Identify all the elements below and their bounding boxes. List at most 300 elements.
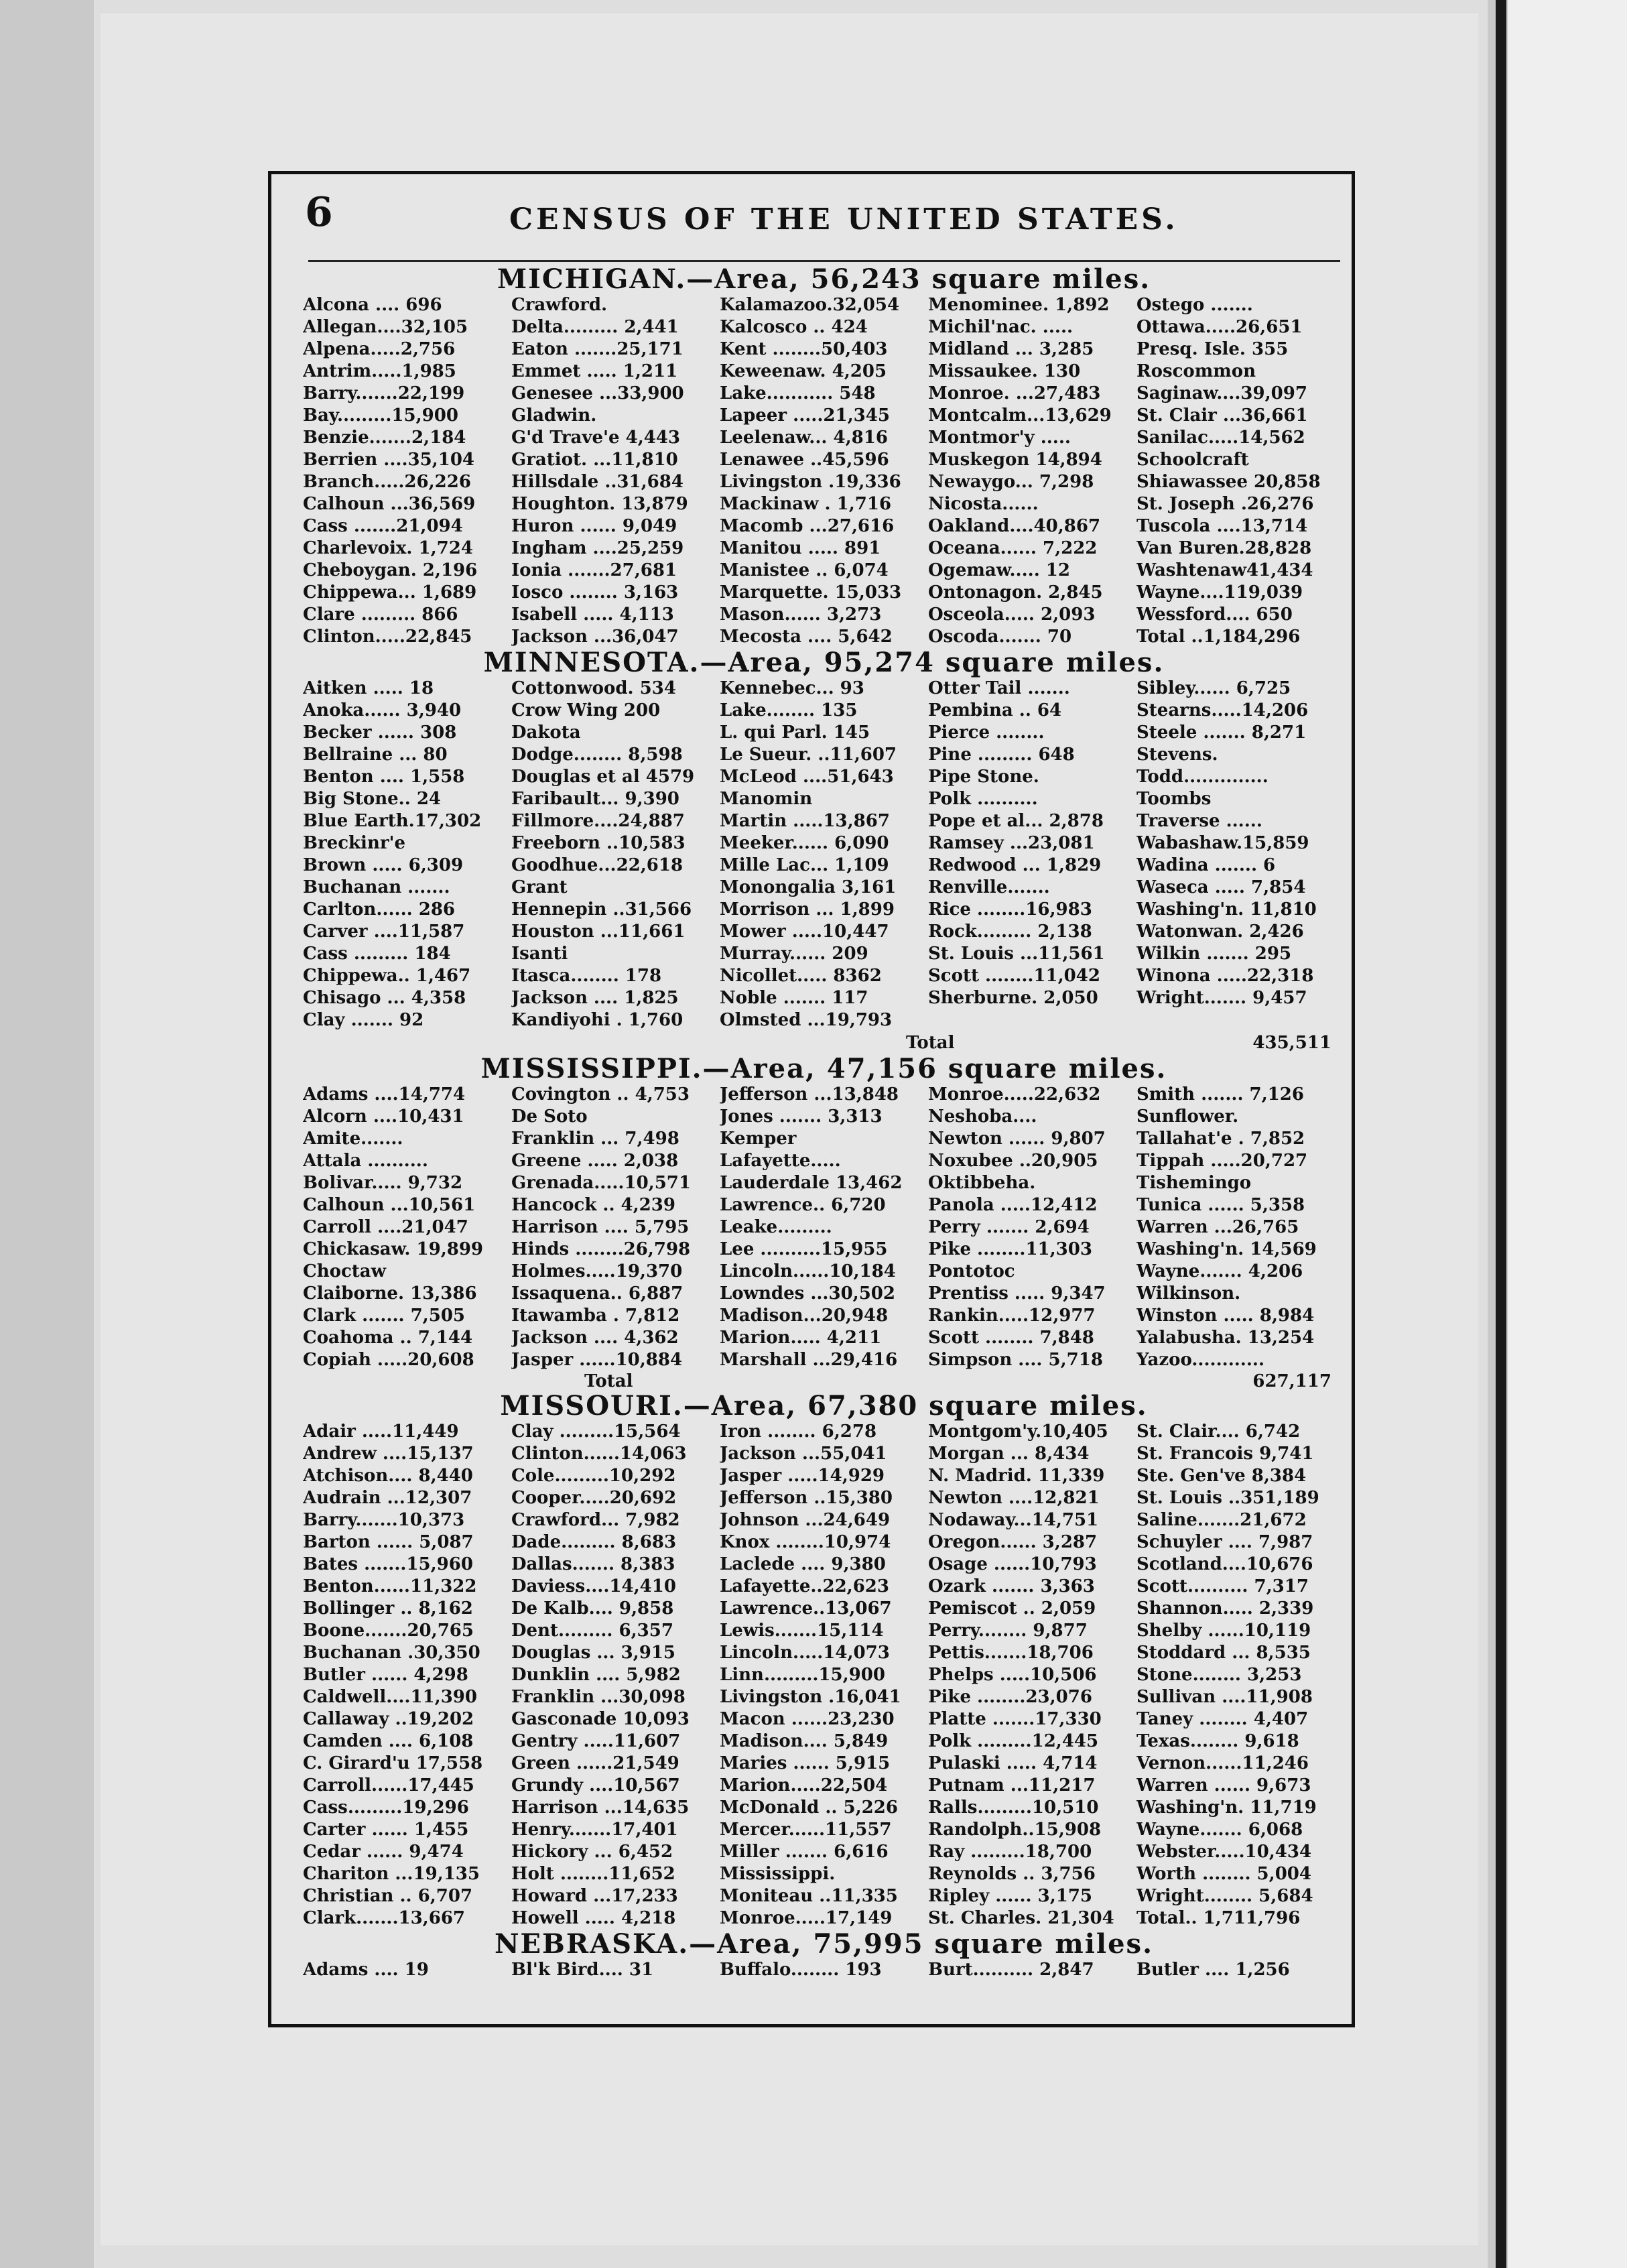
county-entry: Noxubee ..20,905 xyxy=(928,1151,1098,1171)
county-entry: Chippewa.. 1,467 xyxy=(303,966,471,986)
county-entry: Total ..1,184,296 xyxy=(1136,627,1301,647)
county-entry: Jackson ...55,041 xyxy=(720,1444,887,1464)
county-entry: Linn.........15,900 xyxy=(720,1665,885,1685)
county-entry: St. Clair.... 6,742 xyxy=(1136,1422,1301,1442)
county-entry: Kalamazoo.32,054 xyxy=(720,295,900,315)
county-entry: Washing'n. 11,810 xyxy=(1136,899,1317,920)
county-entry: Traverse ...... xyxy=(1136,811,1262,831)
county-column xyxy=(511,678,720,1031)
county-entry: Wayne....... 4,206 xyxy=(1136,1261,1303,1281)
county-entry: Jefferson ...13,848 xyxy=(720,1084,899,1105)
county-entry: Brown ..... 6,309 xyxy=(303,855,464,875)
county-entry: Nicosta...... xyxy=(928,494,1039,514)
county-entry: Cass ......... 184 xyxy=(303,944,451,964)
county-entry: Pike ........11,303 xyxy=(928,1239,1092,1259)
county-entry: Simpson .... 5,718 xyxy=(928,1350,1103,1370)
county-entry: Watonwan. 2,426 xyxy=(1136,922,1304,942)
county-entry: Scott ........11,042 xyxy=(928,966,1100,986)
total-label: Total xyxy=(584,1371,633,1391)
county-entry: Total.. 1,711,796 xyxy=(1136,1908,1301,1928)
county-entry: Clay ....... 92 xyxy=(303,1010,424,1030)
county-column xyxy=(303,678,511,1031)
county-entry: Carver ....11,587 xyxy=(303,922,465,942)
county-entry: Gladwin. xyxy=(511,405,597,426)
county-entry: Kennebec... 93 xyxy=(720,678,864,698)
county-entry: Toombs xyxy=(1136,789,1212,809)
county-entry: Shiawassee 20,858 xyxy=(1136,472,1321,492)
county-grid xyxy=(303,294,1345,648)
county-entry: Jones ....... 3,313 xyxy=(720,1107,883,1127)
county-entry: Clay .........15,564 xyxy=(511,1422,681,1442)
county-entry: Bl'k Bird.... 31 xyxy=(511,1960,654,1980)
county-entry: Schuyler .... 7,987 xyxy=(1136,1532,1313,1552)
state-heading: MINNESOTA.—Area, 95,274 square miles. xyxy=(483,647,1165,678)
county-entry: Ralls.........10,510 xyxy=(928,1798,1099,1818)
county-entry: Mecosta .... 5,642 xyxy=(720,627,893,647)
county-entry: Choctaw xyxy=(303,1261,387,1281)
county-entry: Clinton......14,063 xyxy=(511,1444,687,1464)
county-entry: Monroe. ...27,483 xyxy=(928,383,1101,403)
county-entry: Faribault... 9,390 xyxy=(511,789,679,809)
county-entry: De Kalb.... 9,858 xyxy=(511,1598,674,1619)
county-entry: Oceana...... 7,222 xyxy=(928,538,1098,558)
county-entry: Osceola..... 2,093 xyxy=(928,605,1096,625)
county-column xyxy=(511,1959,720,1981)
county-entry: Christian .. 6,707 xyxy=(303,1886,473,1906)
county-entry: Prentiss ..... 9,347 xyxy=(928,1283,1106,1304)
county-entry: Genesee ...33,900 xyxy=(511,383,684,403)
county-entry: Alcona .... 696 xyxy=(303,295,442,315)
county-entry: Iosco ........ 3,163 xyxy=(511,582,679,603)
county-entry: Buffalo........ 193 xyxy=(720,1960,882,1980)
county-entry: Pike ........23,076 xyxy=(928,1687,1092,1707)
county-entry: Amite....... xyxy=(303,1129,403,1149)
county-entry: Sunflower. xyxy=(1136,1107,1239,1127)
county-entry: Newaygo... 7,298 xyxy=(928,472,1094,492)
county-entry: Boone.......20,765 xyxy=(303,1621,474,1641)
county-entry: Alpena.....2,756 xyxy=(303,339,456,359)
county-entry: Lauderdale 13,462 xyxy=(720,1173,903,1193)
county-entry: Wadina ....... 6 xyxy=(1136,855,1276,875)
county-entry: Carroll......17,445 xyxy=(303,1775,474,1796)
county-entry: Marion.....22,504 xyxy=(720,1775,888,1796)
county-entry: Ramsey ...23,081 xyxy=(928,833,1095,853)
county-column xyxy=(928,1959,1136,1981)
county-entry: Vernon......11,246 xyxy=(1136,1753,1309,1773)
county-entry: Tunica ...... 5,358 xyxy=(1136,1195,1305,1215)
county-entry: Oregon...... 3,287 xyxy=(928,1532,1098,1552)
county-entry: Olmsted ...19,793 xyxy=(720,1010,893,1030)
county-entry: Tippah .....20,727 xyxy=(1136,1151,1308,1171)
county-entry: Warren ...... 9,673 xyxy=(1136,1775,1311,1796)
county-entry: Tallahat'e . 7,852 xyxy=(1136,1129,1305,1149)
county-entry: Warren ...26,765 xyxy=(1136,1217,1299,1237)
county-entry: Cooper.....20,692 xyxy=(511,1488,677,1508)
county-column xyxy=(303,294,511,648)
county-entry xyxy=(1136,1009,1345,1031)
county-entry: Pettis.......18,706 xyxy=(928,1643,1094,1663)
county-entry: Wright....... 9,457 xyxy=(1136,988,1307,1008)
county-column xyxy=(720,1421,928,1930)
county-entry: C. Girard'u 17,558 xyxy=(303,1753,483,1773)
county-entry: De Soto xyxy=(511,1107,588,1127)
county-entry xyxy=(928,1009,1136,1031)
county-entry: Adams .... 19 xyxy=(303,1960,429,1980)
county-grid xyxy=(303,1421,1345,1930)
county-entry: Audrain ...12,307 xyxy=(303,1488,472,1508)
county-entry: Dodge........ 8,598 xyxy=(511,745,683,765)
county-entry: Calhoun ...36,569 xyxy=(303,494,476,514)
county-entry: Iron ........ 6,278 xyxy=(720,1422,877,1442)
county-entry: Allegan....32,105 xyxy=(303,317,468,337)
county-entry: Callaway ..19,202 xyxy=(303,1709,474,1729)
county-entry: Montmor'y ..... xyxy=(928,428,1071,448)
county-entry: Wessford.... 650 xyxy=(1136,605,1293,625)
county-entry: Copiah .....20,608 xyxy=(303,1350,474,1370)
county-entry: Waseca ..... 7,854 xyxy=(1136,877,1306,897)
county-entry: Henry.......17,401 xyxy=(511,1820,678,1840)
county-entry: Cass .......21,094 xyxy=(303,516,463,536)
county-entry: Scotland....10,676 xyxy=(1136,1554,1313,1574)
county-entry: Morrison ... 1,899 xyxy=(720,899,895,920)
county-entry: St. Clair ...36,661 xyxy=(1136,405,1308,426)
county-entry: Butler ...... 4,298 xyxy=(303,1665,468,1685)
state-section xyxy=(303,1930,1345,1981)
county-entry: Nicollet..... 8362 xyxy=(720,966,882,986)
county-entry: Monongalia 3,161 xyxy=(720,877,897,897)
county-entry: Barry.......22,199 xyxy=(303,383,465,403)
county-entry: McLeod ....51,643 xyxy=(720,767,894,787)
county-entry: Lewis.......15,114 xyxy=(720,1621,884,1641)
state-section xyxy=(303,1054,1345,1391)
county-column xyxy=(511,294,720,648)
county-entry: Kent ........50,403 xyxy=(720,339,888,359)
county-entry: Saline.......21,672 xyxy=(1136,1510,1307,1530)
county-entry: Carlton...... 286 xyxy=(303,899,456,920)
county-entry: Meeker...... 6,090 xyxy=(720,833,889,853)
county-entry: St. Charles. 21,304 xyxy=(928,1908,1114,1928)
county-entry: Bolivar..... 9,732 xyxy=(303,1173,463,1193)
county-entry: Bay.........15,900 xyxy=(303,405,458,426)
county-entry: Alcorn ....10,431 xyxy=(303,1107,464,1127)
county-entry: Bates .......15,960 xyxy=(303,1554,473,1574)
county-entry: Worth ........ 5,004 xyxy=(1136,1864,1311,1884)
county-entry: Winston ..... 8,984 xyxy=(1136,1306,1315,1326)
county-entry: Camden .... 6,108 xyxy=(303,1731,474,1751)
county-entry: Livingston .19,336 xyxy=(720,472,901,492)
county-entry: Pope et al... 2,878 xyxy=(928,811,1104,831)
county-entry: Miller ....... 6,616 xyxy=(720,1842,889,1862)
county-entry: Mississippi. xyxy=(720,1864,836,1884)
county-grid xyxy=(303,678,1345,1031)
county-entry: Shelby ......10,119 xyxy=(1136,1621,1311,1641)
county-entry: McDonald .. 5,226 xyxy=(720,1798,898,1818)
county-entry: Clark.......13,667 xyxy=(303,1908,465,1928)
county-entry: Isabell ..... 4,113 xyxy=(511,605,674,625)
county-entry: Wilkin ....... 295 xyxy=(1136,944,1292,964)
county-entry: Jefferson ..15,380 xyxy=(720,1488,893,1508)
county-entry: Jackson .... 1,825 xyxy=(511,988,679,1008)
county-entry: Lawrence..13,067 xyxy=(720,1598,892,1619)
county-entry: Holt ........11,652 xyxy=(511,1864,675,1884)
county-entry: Missaukee. 130 xyxy=(928,361,1081,381)
county-entry: Attala .......... xyxy=(303,1151,428,1171)
county-entry: Delta......... 2,441 xyxy=(511,317,679,337)
county-column xyxy=(1136,1421,1345,1930)
county-entry: St. Louis ...11,561 xyxy=(928,944,1105,964)
county-entry: Adams ....14,774 xyxy=(303,1084,466,1105)
county-entry: Oakland....40,867 xyxy=(928,516,1101,536)
county-entry: Morgan ... 8,434 xyxy=(928,1444,1090,1464)
county-entry: Stone........ 3,253 xyxy=(1136,1665,1302,1685)
county-entry: Greene ..... 2,038 xyxy=(511,1151,679,1171)
county-entry: Chippewa... 1,689 xyxy=(303,582,477,603)
county-entry: Mason...... 3,273 xyxy=(720,605,882,625)
county-entry: Pulaski ..... 4,714 xyxy=(928,1753,1098,1773)
county-entry: Marion..... 4,211 xyxy=(720,1328,882,1348)
county-entry: Lenawee ..45,596 xyxy=(720,450,889,470)
county-entry: Montgom'y.10,405 xyxy=(928,1422,1108,1442)
county-entry: Isanti xyxy=(511,944,568,964)
page-number: 6 xyxy=(305,189,333,236)
county-entry: Cottonwood. 534 xyxy=(511,678,676,698)
county-entry: Ontonagon. 2,845 xyxy=(928,582,1103,603)
county-entry: Franklin ...30,098 xyxy=(511,1687,686,1707)
county-entry: Lapeer .....21,345 xyxy=(720,405,890,426)
state-section xyxy=(303,265,1345,648)
county-entry: Jasper ......10,884 xyxy=(511,1350,683,1370)
county-entry: Antrim.....1,985 xyxy=(303,361,456,381)
county-column xyxy=(511,1084,720,1371)
county-entry: Montcalm...13,629 xyxy=(928,405,1112,426)
county-entry: Hinds ........26,798 xyxy=(511,1239,691,1259)
county-entry: Lafayette..... xyxy=(720,1151,841,1171)
county-entry: Barton ...... 5,087 xyxy=(303,1532,474,1552)
county-entry: Manitou ..... 891 xyxy=(720,538,881,558)
county-entry: Big Stone.. 24 xyxy=(303,789,441,809)
county-entry: Aitken ..... 18 xyxy=(303,678,434,698)
county-entry: Mille Lac... 1,109 xyxy=(720,855,889,875)
county-entry: Madison.... 5,849 xyxy=(720,1731,889,1751)
county-entry: Leelenaw... 4,816 xyxy=(720,428,888,448)
county-entry: Gratiot. ...11,810 xyxy=(511,450,678,470)
county-entry: Pembina .. 64 xyxy=(928,700,1062,720)
county-entry: Cheboygan. 2,196 xyxy=(303,560,478,580)
county-entry: Lawrence.. 6,720 xyxy=(720,1195,886,1215)
county-entry: Breckinr'e xyxy=(303,833,406,853)
county-entry: Yalabusha. 13,254 xyxy=(1136,1328,1315,1348)
county-entry: Perry........ 9,877 xyxy=(928,1621,1088,1641)
page-title: CENSUS OF THE UNITED STATES. xyxy=(509,202,1179,237)
county-entry: Barry.......10,373 xyxy=(303,1510,465,1530)
county-entry: G'd Trave'e 4,443 xyxy=(511,428,681,448)
county-entry: Kalcosco .. 424 xyxy=(720,317,868,337)
county-entry: Ingham ....25,259 xyxy=(511,538,684,558)
state-total-row xyxy=(303,1371,1345,1391)
county-entry: Douglas et al 4579 xyxy=(511,767,695,787)
county-entry: Clare ......... 866 xyxy=(303,605,458,625)
state-section xyxy=(303,1391,1345,1930)
county-column xyxy=(303,1421,511,1930)
county-entry: Branch.....26,226 xyxy=(303,472,471,492)
county-entry: Houghton. 13,879 xyxy=(511,494,688,514)
county-entry: Cass.........19,296 xyxy=(303,1798,469,1818)
county-entry: Howell ..... 4,218 xyxy=(511,1908,676,1928)
county-entry: Daviess....14,410 xyxy=(511,1576,676,1596)
state-heading: MISSOURI.—Area, 67,380 square miles. xyxy=(500,1390,1148,1422)
county-entry: Holmes.....19,370 xyxy=(511,1261,683,1281)
county-entry: Carroll ....21,047 xyxy=(303,1217,468,1237)
county-entry: Shannon..... 2,339 xyxy=(1136,1598,1314,1619)
county-entry: N. Madrid. 11,339 xyxy=(928,1466,1105,1486)
county-entry: Macomb ...27,616 xyxy=(720,516,895,536)
county-entry: Ionia .......27,681 xyxy=(511,560,677,580)
county-entry: Laclede .... 9,380 xyxy=(720,1554,886,1574)
county-entry: Johnson ...24,649 xyxy=(720,1510,891,1530)
county-entry: Charlevoix. 1,724 xyxy=(303,538,473,558)
county-entry: Otter Tail ....... xyxy=(928,678,1070,698)
county-entry: Howard ...17,233 xyxy=(511,1886,678,1906)
county-entry: Wabashaw.15,859 xyxy=(1136,833,1309,853)
county-entry: Crawford... 7,982 xyxy=(511,1510,680,1530)
county-entry: Panola .....12,412 xyxy=(928,1195,1098,1215)
county-entry: Rankin.....12,977 xyxy=(928,1306,1096,1326)
county-entry: Presq. Isle. 355 xyxy=(1136,339,1289,359)
county-entry: Phelps .....10,506 xyxy=(928,1665,1097,1685)
county-entry: Maries ...... 5,915 xyxy=(720,1753,891,1773)
county-entry: Rice ........16,983 xyxy=(928,899,1092,920)
county-entry: Manomin xyxy=(720,789,813,809)
county-entry: Harrison .... 5,795 xyxy=(511,1217,690,1237)
county-entry: L. qui Parl. 145 xyxy=(720,722,870,743)
county-entry: Leake......... xyxy=(720,1217,832,1237)
county-entry: Washing'n. 14,569 xyxy=(1136,1239,1317,1259)
county-entry: Muskegon 14,894 xyxy=(928,450,1102,470)
county-entry: St. Joseph .26,276 xyxy=(1136,494,1314,514)
county-entry: Renville....... xyxy=(928,877,1050,897)
county-entry: Benton .... 1,558 xyxy=(303,767,465,787)
county-entry: Harrison ...14,635 xyxy=(511,1798,690,1818)
county-entry: Webster.....10,434 xyxy=(1136,1842,1312,1862)
county-entry: Taney ........ 4,407 xyxy=(1136,1709,1309,1729)
county-entry: Jasper .....14,929 xyxy=(720,1466,885,1486)
county-entry: Moniteau ..11,335 xyxy=(720,1886,898,1906)
county-entry: Sibley...... 6,725 xyxy=(1136,678,1291,698)
state-heading: NEBRASKA.—Area, 75,995 square miles. xyxy=(494,1928,1153,1960)
county-entry: Lincoln......10,184 xyxy=(720,1261,896,1281)
state-total-row xyxy=(303,1031,1345,1054)
county-entry: Sanilac.....14,562 xyxy=(1136,428,1305,448)
county-entry: Lincoln.....14,073 xyxy=(720,1643,890,1663)
county-entry: Texas........ 9,618 xyxy=(1136,1731,1299,1751)
county-entry: Franklin ... 7,498 xyxy=(511,1129,679,1149)
county-column xyxy=(928,1421,1136,1930)
county-entry: Pierce ........ xyxy=(928,722,1045,743)
county-entry: Chisago ... 4,358 xyxy=(303,988,466,1008)
county-entry: Pontotoc xyxy=(928,1261,1015,1281)
county-entry: Smith ....... 7,126 xyxy=(1136,1084,1304,1105)
county-entry: Reynolds .. 3,756 xyxy=(928,1864,1096,1884)
county-entry: Rock......... 2,138 xyxy=(928,922,1092,942)
county-entry: Dent......... 6,357 xyxy=(511,1621,673,1641)
county-grid xyxy=(303,1084,1345,1371)
county-column xyxy=(511,1421,720,1930)
county-entry: Wayne....... 6,068 xyxy=(1136,1820,1303,1840)
county-entry: Gentry .....11,607 xyxy=(511,1731,681,1751)
county-entry: Adair .....11,449 xyxy=(303,1422,459,1442)
county-entry: Benzie.......2,184 xyxy=(303,428,466,448)
county-entry: Dallas....... 8,383 xyxy=(511,1554,675,1574)
county-entry: Yazoo............ xyxy=(1136,1350,1265,1370)
county-entry: Stevens. xyxy=(1136,745,1218,765)
county-column xyxy=(720,294,928,648)
county-entry: Pipe Stone. xyxy=(928,767,1039,787)
county-entry: Menominee. 1,892 xyxy=(928,295,1110,315)
county-column xyxy=(928,1084,1136,1371)
county-entry: Perry ....... 2,694 xyxy=(928,1217,1090,1237)
county-entry: Martin .....13,867 xyxy=(720,811,890,831)
county-entry: Ozark ....... 3,363 xyxy=(928,1576,1095,1596)
county-column xyxy=(928,678,1136,1031)
county-entry: Monroe.....17,149 xyxy=(720,1908,893,1928)
county-entry: Gasconade 10,093 xyxy=(511,1709,690,1729)
county-entry: Goodhue...22,618 xyxy=(511,855,684,875)
county-entry: Tuscola ....13,714 xyxy=(1136,516,1308,536)
county-entry: Anoka...... 3,940 xyxy=(303,700,462,720)
county-entry: Claiborne. 13,386 xyxy=(303,1283,477,1304)
county-entry: Scott ........ 7,848 xyxy=(928,1328,1094,1348)
county-entry: Lowndes ...30,502 xyxy=(720,1283,895,1304)
county-entry: Douglas ... 3,915 xyxy=(511,1643,676,1663)
county-entry: Oscoda....... 70 xyxy=(928,627,1072,647)
page-edge-divider xyxy=(1496,0,1506,2268)
county-entry: Putnam ...11,217 xyxy=(928,1775,1096,1796)
county-entry: Ripley ...... 3,175 xyxy=(928,1886,1093,1906)
county-entry: Stearns.....14,206 xyxy=(1136,700,1309,720)
county-entry: Noble ....... 117 xyxy=(720,988,868,1008)
county-entry: Wilkinson. xyxy=(1136,1283,1241,1304)
county-entry: Becker ...... 308 xyxy=(303,722,457,743)
county-entry: Van Buren.28,828 xyxy=(1136,538,1312,558)
county-entry: Grant xyxy=(511,877,568,897)
county-entry: Washtenaw41,434 xyxy=(1136,560,1313,580)
county-entry: Calhoun ...10,561 xyxy=(303,1195,476,1215)
county-entry: Ray .........18,700 xyxy=(928,1842,1092,1862)
county-entry: Manistee .. 6,074 xyxy=(720,560,889,580)
county-entry: Pine ......... 648 xyxy=(928,745,1075,765)
county-entry: Sullivan ....11,908 xyxy=(1136,1687,1313,1707)
county-entry: Crawford. xyxy=(511,295,608,315)
county-entry: Ste. Gen've 8,384 xyxy=(1136,1466,1307,1486)
county-entry: Randolph..15,908 xyxy=(928,1820,1102,1840)
county-column xyxy=(720,1084,928,1371)
county-entry: St. Francois 9,741 xyxy=(1136,1444,1314,1464)
county-entry: Kandiyohi . 1,760 xyxy=(511,1010,684,1030)
county-entry: Oktibbeha. xyxy=(928,1173,1036,1193)
county-entry: Keweenaw. 4,205 xyxy=(720,361,887,381)
county-grid xyxy=(303,1959,1345,1981)
county-entry: Fillmore....24,887 xyxy=(511,811,685,831)
county-entry: Mercer......11,557 xyxy=(720,1820,892,1840)
county-column xyxy=(303,1084,511,1371)
county-entry: Dade......... 8,683 xyxy=(511,1532,677,1552)
county-entry: Cedar ...... 9,474 xyxy=(303,1842,464,1862)
county-entry: St. Louis ..351,189 xyxy=(1136,1488,1319,1508)
county-column xyxy=(1136,1084,1345,1371)
county-column xyxy=(1136,1959,1345,1981)
county-entry: Livingston .16,041 xyxy=(720,1687,901,1707)
total-value: 627,117 xyxy=(1252,1371,1331,1391)
